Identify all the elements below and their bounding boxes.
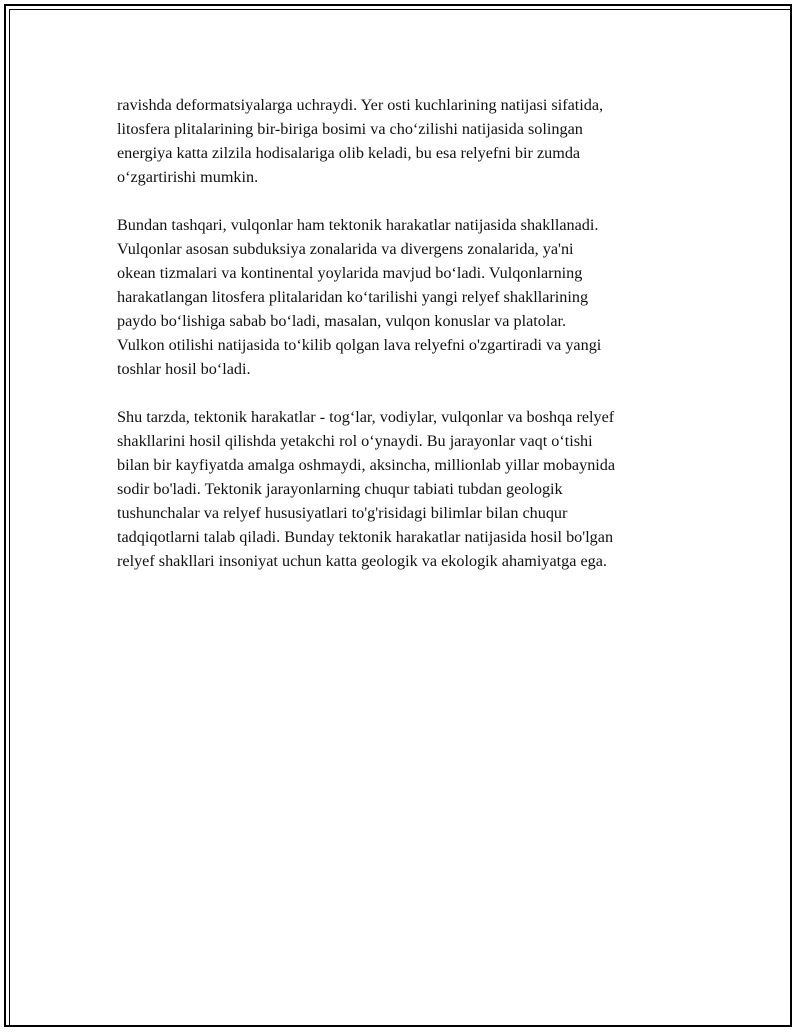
paragraph-2	[117, 213, 697, 381]
text-line: sodir bo'ladi. Tektonik jarayonlarning chuqur tabiati tubdan geologik	[117, 480, 563, 498]
text-line: ravishda deformatsiyalarga uchraydi. Yer osti kuchlarining natijasi sifatida,	[117, 96, 604, 114]
text-line: litosfera plitalarining bir-biriga bosimi va cho‘zilishi natijasida solingan	[117, 120, 583, 138]
text-line: Bundan tashqari, vulqonlar ham tektonik harakatlar natijasida shakllanadi.	[117, 216, 599, 234]
text-line: tushunchalar va relyef hususiyatlari to'g'risidagi bilimlar bilan chuqur	[117, 504, 568, 522]
text-line: Vulkon otilishi natijasida to‘kilib qolgan lava relyefni o'zgartiradi va yangi	[117, 336, 602, 354]
paragraph-1	[117, 93, 697, 189]
text-line: paydo bo‘lishiga sabab bo‘ladi, masalan, vulqon konuslar va platolar.	[117, 312, 567, 330]
text-line: energiya katta zilzila hodisalariga olib keladi, bu esa relyefni bir zumda	[117, 144, 581, 162]
text-line: tadqiqotlarni talab qiladi. Bunday tektonik harakatlar natijasida hosil bo'lgan	[117, 528, 614, 546]
text-line: harakatlangan litosfera plitalaridan ko‘tarilishi yangi relyef shakllarining	[117, 288, 589, 306]
text-line: okean tizmalari va kontinental yoylarida mavjud bo‘ladi. Vulqonlarning	[117, 264, 583, 282]
text-line: shakllarini hosil qilishda yetakchi rol o‘ynaydi. Bu jarayonlar vaqt o‘tishi	[117, 432, 593, 450]
document-body	[117, 93, 697, 597]
text-line: Shu tarzda, tektonik harakatlar - tog‘lar, vodiylar, vulqonlar va boshqa relyef	[117, 408, 615, 426]
text-line: Vulqonlar asosan subduksiya zonalarida va divergens zonalarida, ya'ni	[117, 240, 574, 258]
paragraph-3	[117, 405, 697, 573]
text-line: relyef shakllari insoniyat uchun katta geologik va ekologik ahamiyatga ega.	[117, 552, 607, 570]
text-line: toshlar hosil bo‘ladi.	[117, 360, 251, 378]
text-line: o‘zgartirishi mumkin.	[117, 168, 259, 186]
text-line: bilan bir kayfiyatda amalga oshmaydi, aksincha, millionlab yillar mobaynida	[117, 456, 616, 474]
